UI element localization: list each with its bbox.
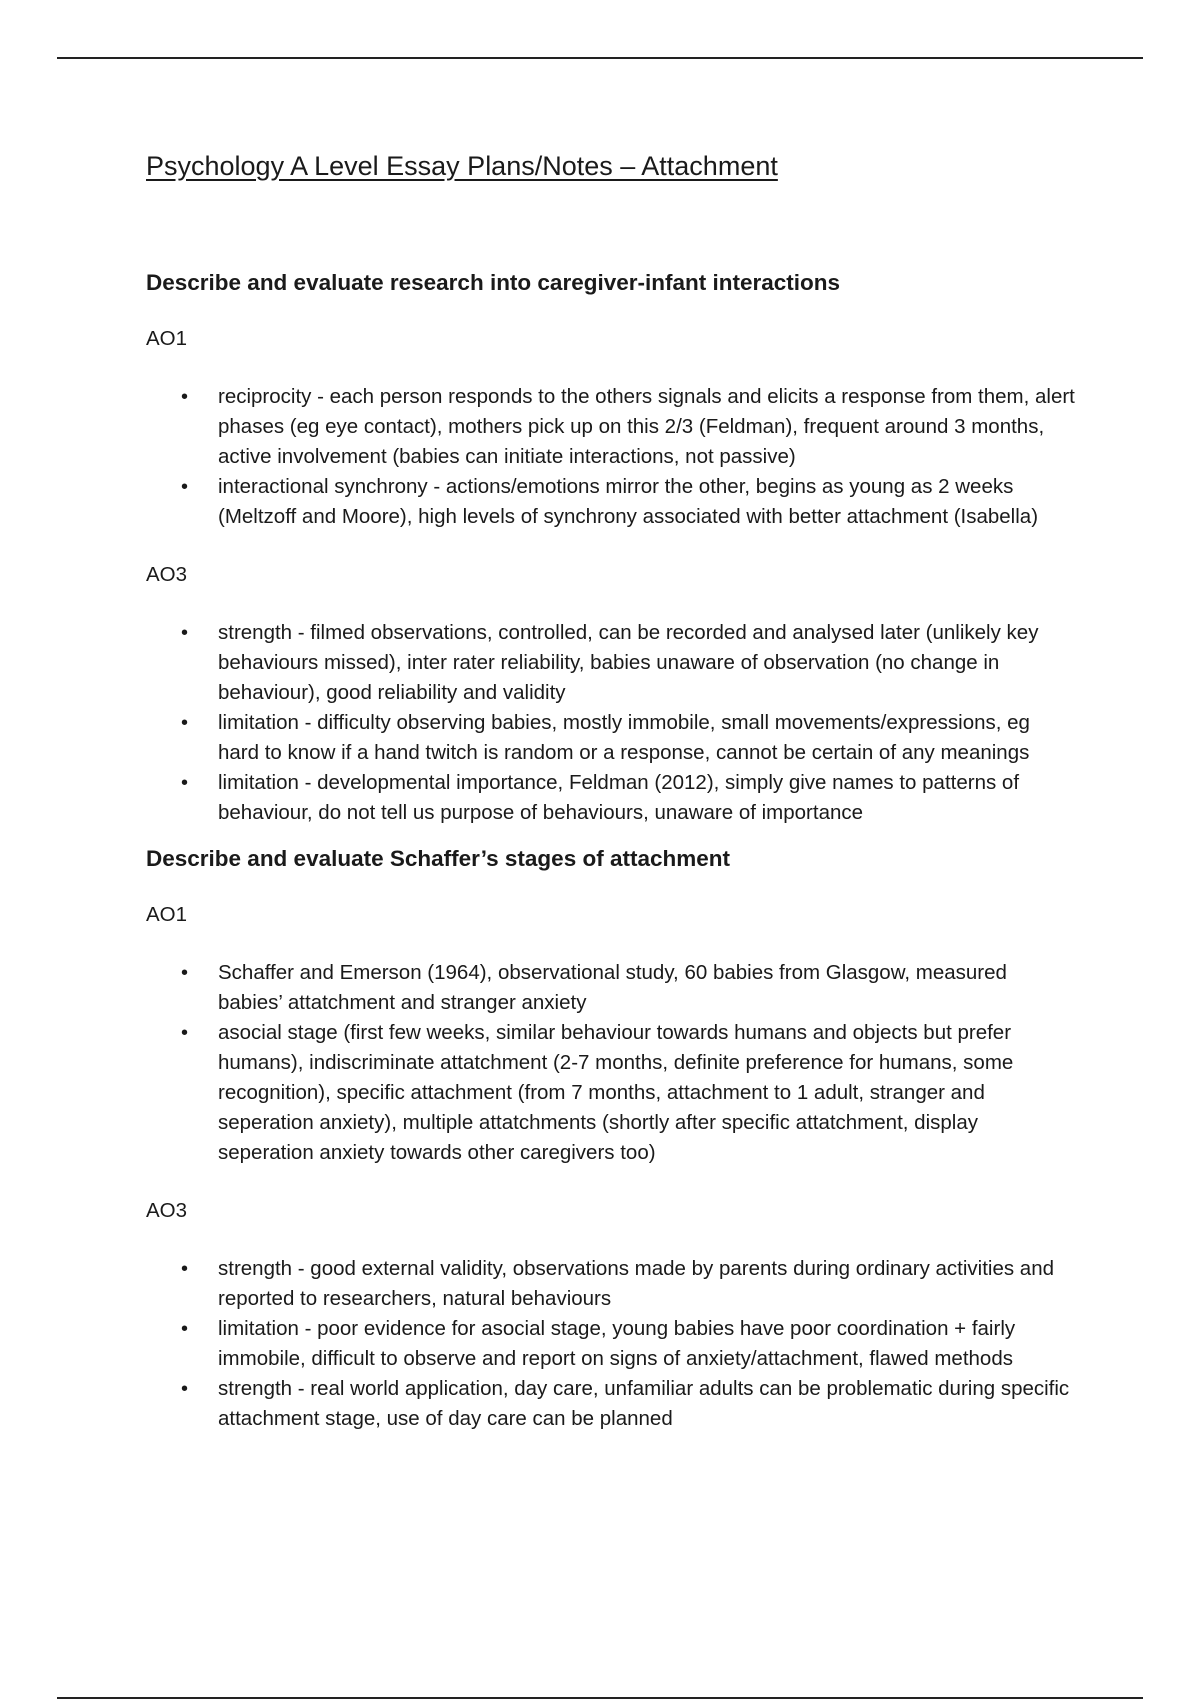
- list-item: [146, 1018, 1076, 1168]
- bullet-list: [146, 1254, 1076, 1434]
- bullet-icon: •: [181, 1318, 189, 1340]
- footer-rule: [57, 1697, 1143, 1699]
- section-caregiver-infant: [146, 268, 1076, 828]
- list-item: [146, 1374, 1076, 1434]
- bullet-icon: •: [181, 1022, 189, 1044]
- document-body: [146, 146, 1076, 1434]
- bullet-list: [146, 958, 1076, 1168]
- list-item-text: reciprocity - each person responds to the others signals and elicits a response from them, alert phases (eg eye contact), mothers pick up on this 2/3 (Feldman), frequent around 3 months, active involvement (babies can initiate interactions, not passive): [218, 385, 1075, 468]
- bullet-list: [146, 382, 1076, 532]
- list-item-text: strength - good external validity, observations made by parents during ordinary activities and reported to researchers, natural behaviours: [218, 1257, 1055, 1310]
- list-item: [146, 1314, 1076, 1374]
- bullet-icon: •: [181, 622, 189, 644]
- ao-label: AO1: [146, 903, 188, 926]
- section-heading: Describe and evaluate research into caregiver-infant interactions: [146, 270, 841, 295]
- bullet-icon: •: [181, 772, 189, 794]
- bullet-icon: •: [181, 1258, 189, 1280]
- list-item: [146, 1254, 1076, 1314]
- bullet-icon: •: [181, 386, 189, 408]
- document-title: Psychology A Level Essay Plans/Notes – Attachment: [146, 151, 778, 181]
- header-rule: [57, 57, 1143, 59]
- list-item-text: interactional synchrony - actions/emotions mirror the other, begins as young as 2 weeks (Meltzoff and Moore), high levels of synchrony associated with better attachment (Isabella): [218, 475, 1039, 528]
- ao3-block: [146, 560, 1076, 828]
- section-heading: Describe and evaluate Schaffer’s stages of attachment: [146, 846, 730, 871]
- ao1-block: [146, 324, 1076, 532]
- section-schaffer-stages: [146, 844, 1076, 1434]
- list-item: [146, 472, 1076, 532]
- list-item: [146, 708, 1076, 768]
- list-item-text: limitation - difficulty observing babies, mostly immobile, small movements/expressions, eg hard to know if a hand twitch is random or a response, cannot be certain of any meanings: [218, 711, 1030, 764]
- ao-label: AO3: [146, 1199, 188, 1222]
- list-item-text: limitation - poor evidence for asocial stage, young babies have poor coordination + fairly immobile, difficult to observe and report on signs of anxiety/attachment, flawed methods: [218, 1317, 1016, 1370]
- ao-label: AO3: [146, 563, 188, 586]
- bullet-icon: •: [181, 476, 189, 498]
- ao1-block: [146, 900, 1076, 1168]
- list-item-text: strength - real world application, day care, unfamiliar adults can be problematic during specific attachment stage, use of day care can be planned: [218, 1377, 1070, 1430]
- bullet-list: [146, 618, 1076, 828]
- list-item-text: strength - filmed observations, controlled, can be recorded and analysed later (unlikely key behaviours missed), inter rater reliability, babies unaware of observation (no change in behaviour), good reliability and validity: [218, 621, 1039, 704]
- ao-label: AO1: [146, 327, 188, 350]
- bullet-icon: •: [181, 962, 189, 984]
- list-item: [146, 958, 1076, 1018]
- bullet-icon: •: [181, 712, 189, 734]
- list-item: [146, 768, 1076, 828]
- list-item-text: asocial stage (first few weeks, similar behaviour towards humans and objects but prefer humans), indiscriminate attatchment (2-7 months, definite preference for humans, some recognition), specific attachment (from 7 months, attachment to 1 adult, stranger and seperation anxiety), multiple attatchments (shortly after specific attatchment, display seperation anxiety towards other caregivers too): [218, 1021, 1014, 1164]
- ao3-block: [146, 1196, 1076, 1434]
- list-item: [146, 618, 1076, 708]
- list-item: [146, 382, 1076, 472]
- list-item-text: limitation - developmental importance, Feldman (2012), simply give names to patterns of behaviour, do not tell us purpose of behaviours, unaware of importance: [218, 771, 1020, 824]
- list-item-text: Schaffer and Emerson (1964), observational study, 60 babies from Glasgow, measured babies’ attatchment and stranger anxiety: [218, 961, 1007, 1014]
- bullet-icon: •: [181, 1378, 189, 1400]
